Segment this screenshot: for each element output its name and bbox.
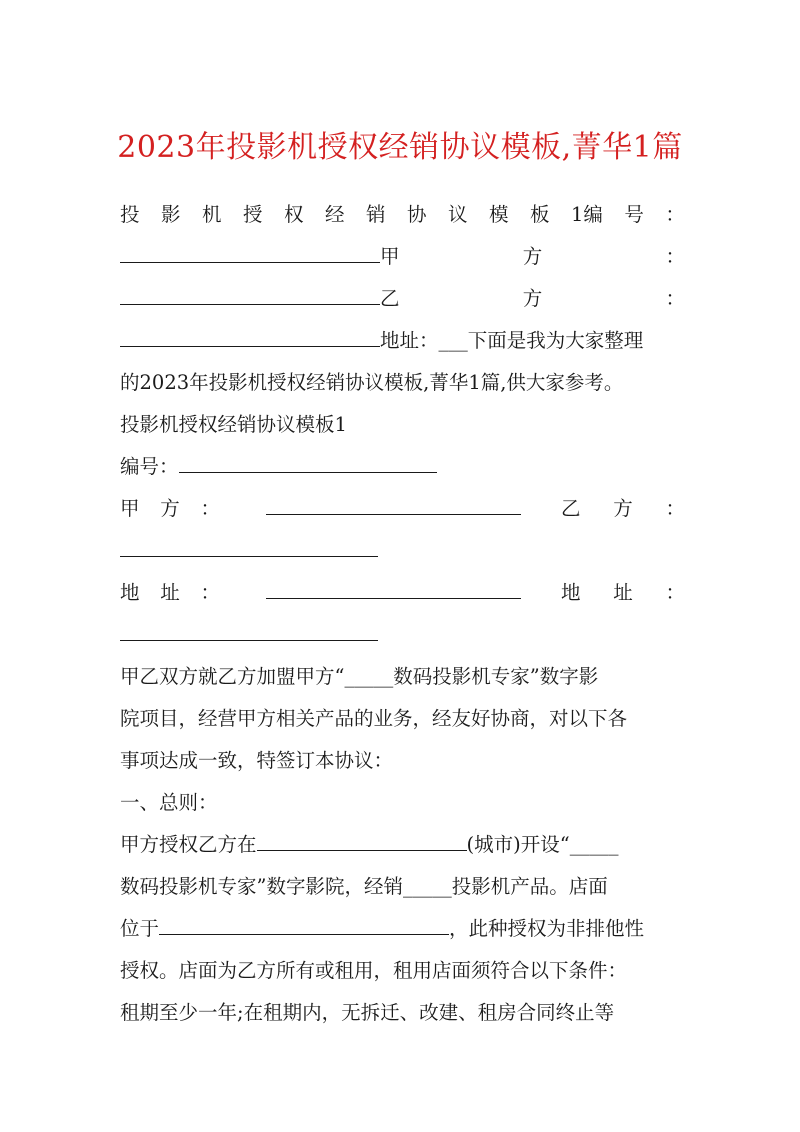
paragraph-line: 院项目，经营甲方相关产品的业务，经友好协商，对以下各 <box>120 707 628 730</box>
address-b-blank <box>120 620 378 641</box>
address-intro-line <box>120 326 685 356</box>
char: 影 <box>161 203 181 226</box>
char: 协 <box>407 203 427 226</box>
char: 板 <box>530 203 550 226</box>
address-b-blank-line <box>120 620 685 650</box>
paragraph-line: 数码投影机专家”数字影院，经销_____投影机产品。店面 <box>120 875 608 898</box>
char: 议 <box>448 203 468 226</box>
colon: ： <box>665 245 685 268</box>
document-title: 2023年投影机授权经销协议模板,菁华1篇 <box>117 130 683 165</box>
party-a-char: 方 <box>160 497 180 520</box>
paragraph-line: 租期至少一年;在租期内，无拆迁、改建、租房合同终止等 <box>120 1001 615 1024</box>
text-segment: ，此种授权为非排他性 <box>449 917 645 940</box>
party-a-char: 甲 <box>120 497 140 520</box>
blank-underline <box>120 284 380 305</box>
number-label: 编号： <box>120 455 179 478</box>
char: ： <box>665 203 685 226</box>
location-blank <box>159 914 449 935</box>
text-segment: 甲方授权乙方在 <box>120 833 257 856</box>
char: 销 <box>366 203 386 226</box>
party-a-line <box>120 242 685 272</box>
address-a-blank <box>266 578 521 599</box>
char: 授 <box>243 203 263 226</box>
city-blank <box>257 830 467 851</box>
text-segment: (城市)开设“_____ <box>466 833 619 856</box>
paragraph-line: 授权。店面为乙方所有或租用，租用店面须符合以下条件： <box>120 959 628 982</box>
number-blank <box>179 452 437 473</box>
number-line <box>120 452 685 482</box>
colon: ： <box>665 581 685 604</box>
intro-text-line: 的2023年投影机授权经销协议模板,菁华1篇,供大家参考。 <box>120 371 624 394</box>
agreement-subtitle: 投影机授权经销协议模板1 <box>120 413 347 436</box>
addresses-line <box>120 578 685 608</box>
address-b-char: 地 <box>561 581 581 604</box>
party-b-blank-line <box>120 536 685 566</box>
text-segment: 位于 <box>120 917 160 940</box>
party-b-line <box>120 284 685 314</box>
colon: ： <box>665 287 685 310</box>
paragraph-line: 甲乙双方就乙方加盟甲方“_____数码投影机专家”数字影 <box>120 665 599 688</box>
party-a-char: 甲 <box>380 245 400 268</box>
party-a-char: 方 <box>522 245 543 268</box>
char: 模 <box>489 203 509 226</box>
party-a-blank <box>266 494 521 515</box>
party-b-char: 乙 <box>380 287 400 310</box>
agreement-heading-line <box>120 200 685 230</box>
colon: ： <box>665 497 685 520</box>
blank-underline <box>120 242 380 263</box>
char: 投 <box>120 203 140 226</box>
char: 号 <box>624 203 644 226</box>
address-a-char: 址 <box>160 581 180 604</box>
paragraph-line: 事项达成一致，特签订本协议： <box>120 749 394 772</box>
char: 机 <box>202 203 222 226</box>
char: 权 <box>284 203 304 226</box>
address-b-char: 址 <box>613 581 633 604</box>
parties-line <box>120 494 685 524</box>
char: 1编 <box>571 203 603 226</box>
party-b-blank <box>120 536 378 557</box>
colon: ： <box>200 497 220 520</box>
party-b-char: 乙 <box>561 497 581 520</box>
blank-underline <box>120 326 380 347</box>
address-a-char: 地 <box>120 581 140 604</box>
char: 经 <box>325 203 345 226</box>
party-b-char: 方 <box>522 287 543 310</box>
paragraph-line <box>120 914 685 944</box>
party-b-char: 方 <box>613 497 633 520</box>
paragraph-line <box>120 830 685 860</box>
section-heading: 一、总则： <box>120 791 218 814</box>
colon: ： <box>200 581 220 604</box>
intro-text: 地址：___下面是我为大家整理 <box>380 329 644 352</box>
